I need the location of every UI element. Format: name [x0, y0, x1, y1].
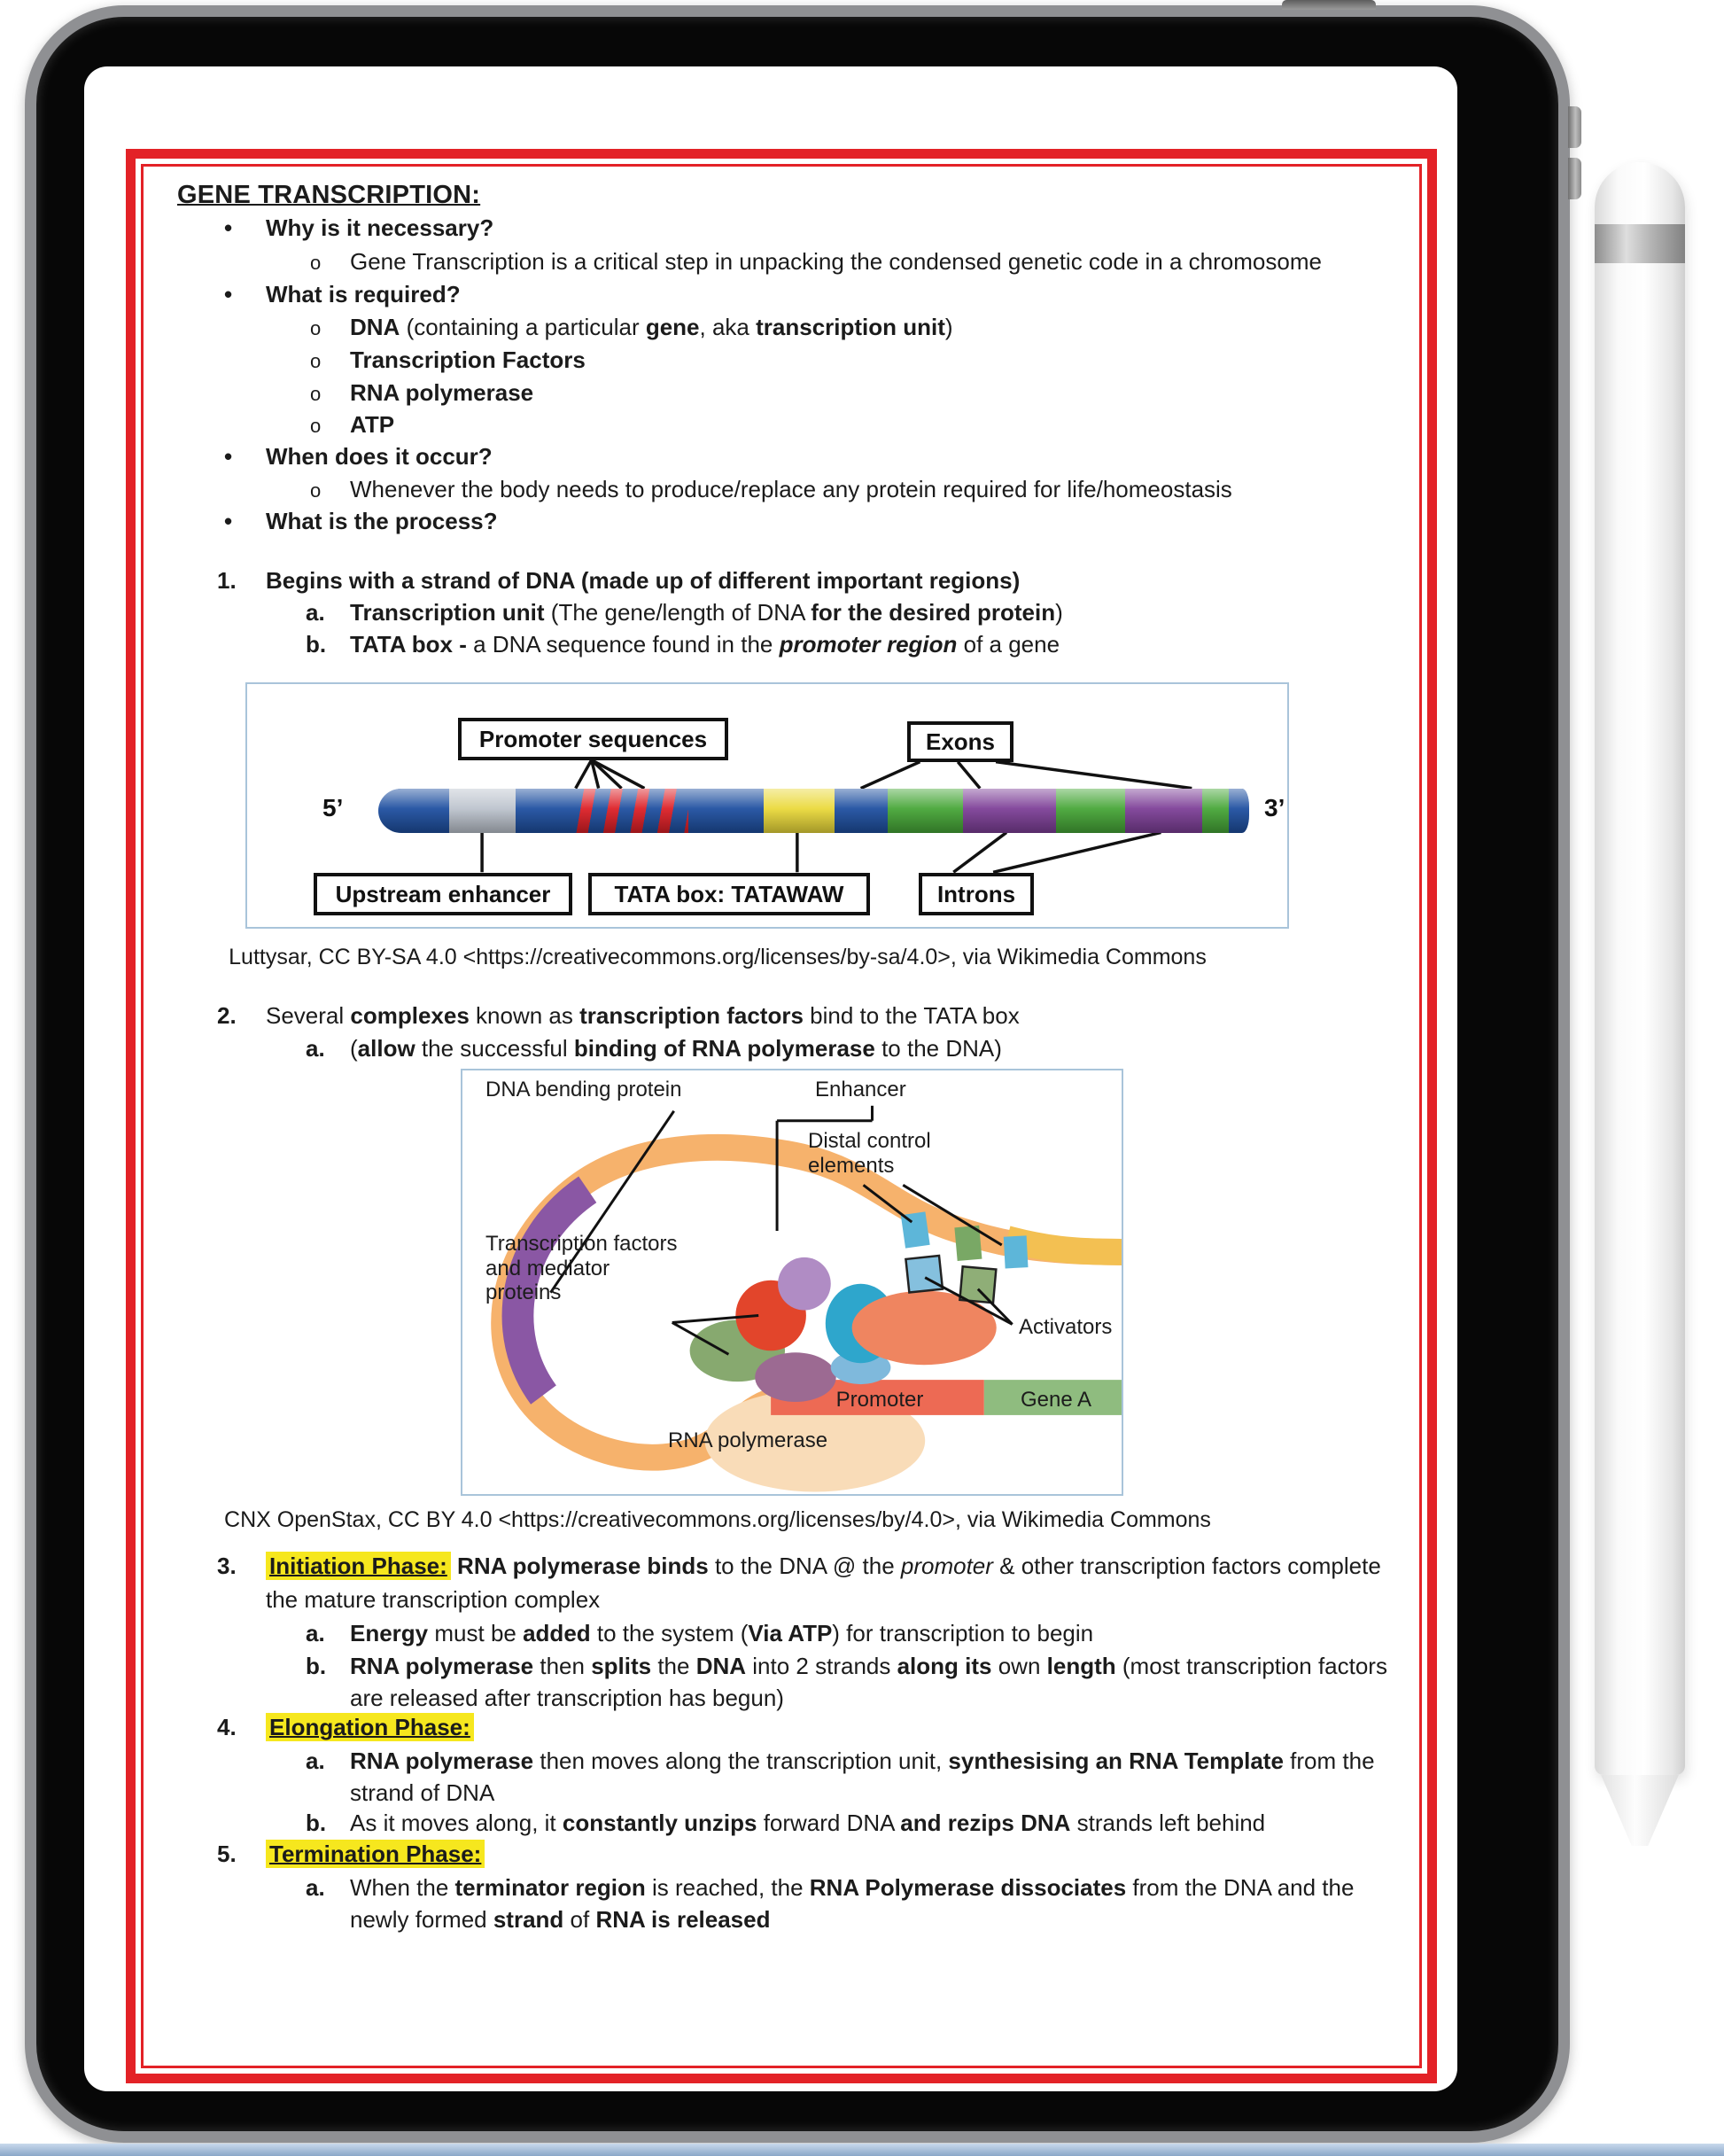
page-title: GENE TRANSCRIPTION: [177, 181, 481, 209]
dna-segment-exon [888, 789, 963, 833]
enhancer-label: Enhancer [815, 1078, 906, 1101]
numbered-line: 3. Initiation Phase: RNA polymerase binds to the DNA @ the promoter & other transcription factors complete [217, 1553, 1381, 1579]
transcription-factors-label: Transcription factors and mediator proteins [485, 1232, 678, 1305]
numbered-line: 2. Several complexes known as transcription factors bind to the TATA box [217, 1002, 1020, 1029]
list-marker: • [224, 508, 233, 534]
list-marker: 1. [217, 567, 237, 594]
numbered-line: 1. Begins with a strand of DNA (made up of different important regions) [217, 567, 1021, 594]
list-marker: o [310, 383, 322, 405]
list-marker: o [310, 350, 322, 372]
dna-bending-protein-label: DNA bending protein [485, 1078, 682, 1101]
list-marker: b. [306, 1653, 327, 1679]
distal-element-blue [1004, 1235, 1029, 1268]
list-marker: • [224, 281, 233, 307]
stylus-band [1595, 224, 1685, 263]
continuation-line: newly formed strand of RNA is released [350, 1906, 771, 1933]
three-prime-label: 3’ [1264, 794, 1285, 821]
list-marker: o [310, 317, 322, 339]
continuation-line: the mature transcription complex [266, 1586, 601, 1613]
lettered-line: a. Transcription unit (The gene/length of DNA for the desired protein) [306, 599, 1063, 626]
dna-bar [378, 789, 1249, 833]
list-marker: a. [306, 1035, 325, 1062]
stylus-tip [1595, 1775, 1685, 1846]
dna-segment-exon [1202, 789, 1229, 833]
dna-segment-blue [378, 789, 449, 833]
sub-bullet-line: o RNA polymerase [310, 379, 534, 406]
lettered-line: a. (allow the successful binding of RNA polymerase to the DNA) [306, 1035, 1002, 1062]
caption-line: Luttysar, CC BY-SA 4.0 <https://creativecommons.org/licenses/by-sa/4.0>, via Wikimedia Commons [229, 945, 1207, 969]
list-marker: a. [306, 1620, 325, 1646]
list-marker: o [310, 479, 322, 502]
list-marker: o [310, 415, 322, 437]
list-marker: 3. [217, 1553, 237, 1579]
numbered-line: 4. Elongation Phase: [217, 1714, 474, 1741]
bullet-line: • When does it occur? [224, 443, 493, 470]
list-marker: 2. [217, 1002, 237, 1029]
bullet-line: • Why is it necessary? [224, 214, 494, 241]
volume-down-button [1568, 158, 1581, 199]
activator-square-green [959, 1266, 996, 1303]
list-marker: o [310, 252, 322, 274]
rna-polymerase-label: RNA polymerase [668, 1428, 828, 1452]
dna-segment-upstream-enhancer [449, 789, 516, 833]
continuation-line: are released after transcription has begun) [350, 1685, 784, 1711]
list-marker: a. [306, 1874, 325, 1901]
activator-square-blue [905, 1256, 943, 1293]
lettered-line: b. As it moves along, it constantly unzips forward DNA and rezips DNA strands left behind [306, 1810, 1266, 1836]
dna-strand-figure [245, 682, 1289, 929]
activators-label: Activators [1019, 1315, 1113, 1339]
dna-segment-intron [1125, 789, 1202, 833]
five-prime-label: 5’ [322, 794, 344, 821]
sub-bullet-line: o Whenever the body needs to produce/replace any protein required for life/homeostasis [310, 476, 1232, 502]
dna-segment-blue [516, 789, 569, 833]
sub-bullet-line: o ATP [310, 411, 395, 438]
tf-blob-lavender [778, 1257, 831, 1311]
list-marker: 4. [217, 1714, 237, 1740]
lettered-line: b. RNA polymerase then splits the DNA into 2 strands along its own length (most transcription factors [306, 1653, 1387, 1679]
list-marker: a. [306, 1747, 325, 1774]
dna-segment-promoter-sequences [569, 789, 688, 833]
list-marker: b. [306, 1810, 327, 1836]
gene-a-label: Gene A [1020, 1388, 1092, 1412]
lettered-line: a. When the terminator region is reached, the RNA Polymerase dissociates from the DNA and the [306, 1874, 1355, 1901]
promoter-sequences-label: Promoter sequences [458, 718, 728, 760]
volume-up-button [1568, 106, 1581, 148]
distal-control-elements-label: Distal control elements [808, 1129, 931, 1178]
power-button [1282, 0, 1376, 10]
promoter-label: Promoter [835, 1388, 924, 1412]
dna-segment-blue [1229, 789, 1249, 833]
dna-segment-tata-box [764, 789, 835, 833]
bullet-line: • What is required? [224, 281, 461, 307]
list-marker: a. [306, 599, 325, 626]
dna-segment-blue [835, 789, 888, 833]
sub-bullet-line: o DNA (containing a particular gene, aka transcription unit) [310, 314, 953, 340]
list-marker: b. [306, 631, 327, 658]
lettered-line: b. TATA box - a DNA sequence found in the promoter region of a gene [306, 631, 1060, 658]
bullet-line: • What is the process? [224, 508, 498, 534]
dna-segment-exon [1056, 789, 1125, 833]
dna-segment-intron [963, 789, 1056, 833]
list-marker: • [224, 214, 233, 241]
upstream-enhancer-label: Upstream enhancer [314, 873, 572, 915]
lettered-line: a. Energy must be added to the system (Via ATP) for transcription to begin [306, 1620, 1094, 1646]
continuation-line: strand of DNA [350, 1779, 495, 1806]
introns-label: Introns [919, 873, 1034, 915]
dna-segment-blue [688, 789, 764, 833]
stylus [1595, 162, 1685, 1775]
sub-bullet-line: o Gene Transcription is a critical step in unpacking the condensed genetic code in a chromosome [310, 248, 1322, 275]
caption-line: CNX OpenStax, CC BY 4.0 <https://creativecommons.org/licenses/by/4.0>, via Wikimedia Commons [224, 1507, 1211, 1532]
numbered-line: 5. Termination Phase: [217, 1841, 485, 1868]
sub-bullet-line: o Transcription Factors [310, 346, 586, 373]
list-marker: 5. [217, 1841, 237, 1867]
list-marker: • [224, 443, 233, 470]
exons-label: Exons [907, 721, 1013, 762]
desk-edge [0, 2144, 1724, 2156]
lettered-line: a. RNA polymerase then moves along the transcription unit, synthesising an RNA Template from the [306, 1747, 1375, 1774]
transcription-factors-figure [461, 1069, 1123, 1496]
tata-box-label: TATA box: TATAWAW [588, 873, 870, 915]
